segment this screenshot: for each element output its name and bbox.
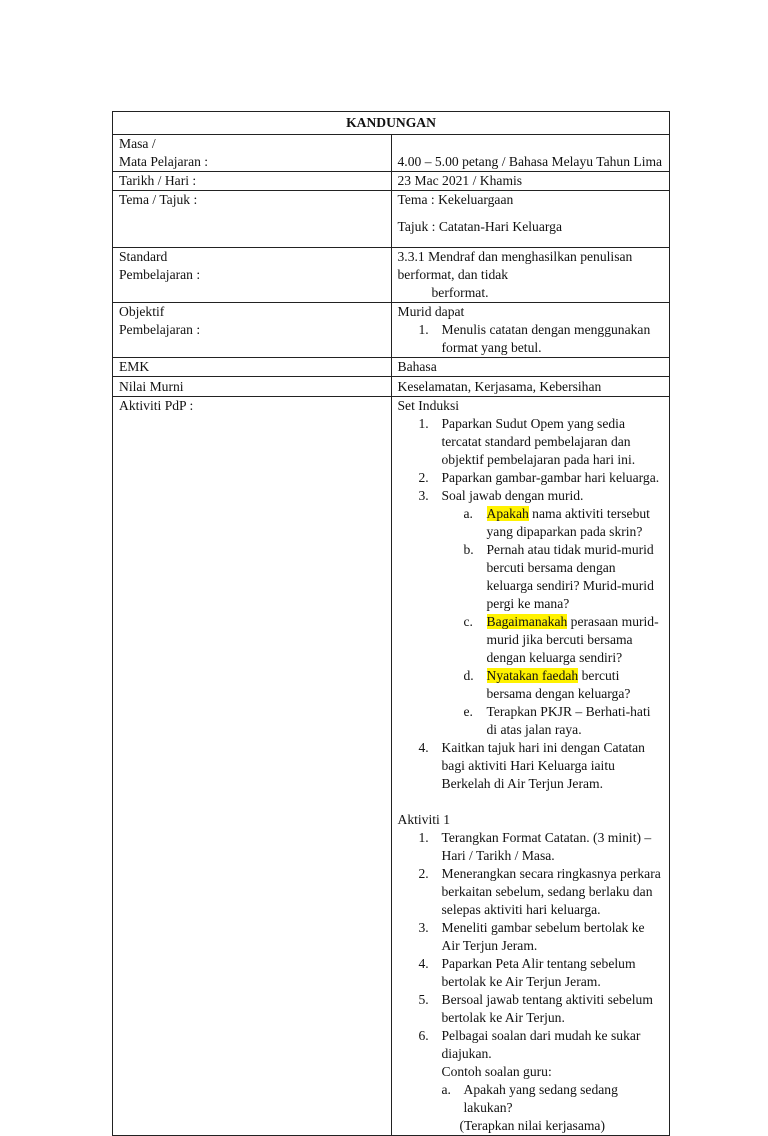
list-text: Paparkan Sudut Opem yang sedia tercatat standard pembelajaran dan objektif pembelajaran pada hari ini.	[441, 416, 636, 467]
aktiviti-1-list	[398, 829, 662, 1081]
list-text: Pelbagai soalan dari mudah ke sukar diajukan.	[441, 1028, 641, 1061]
list-text: Meneliti gambar sebelum bertolak ke Air Terjun Jeram.	[441, 920, 645, 953]
value-standard-cell	[391, 248, 670, 303]
value-tajuk: Tajuk : Catatan-Hari Keluarga	[397, 219, 562, 234]
highlighted-text: Apakah	[486, 506, 529, 521]
list-item	[398, 1027, 662, 1081]
contoh-soalan-sublist	[398, 1081, 662, 1135]
list-item	[398, 487, 662, 505]
list-text: Kaitkan tajuk hari ini dengan Catatan bagi aktiviti Hari Keluarga iaitu Berkelah di Air Terjun Jeram.	[441, 740, 645, 791]
list-item	[398, 321, 670, 357]
list-text: Menerangkan secara ringkasnya perkara berkaitan sebelum, sedang berlaku dan selepas aktiviti hari keluarga.	[441, 866, 661, 917]
aktiviti-1-heading: Aktiviti 1	[397, 812, 450, 827]
row-masa	[113, 135, 670, 172]
objektif-list	[398, 321, 670, 357]
label-emk: EMK	[113, 358, 392, 377]
label-standard-line1: Standard	[119, 249, 168, 264]
sub-list-item	[398, 613, 662, 667]
sub-list-item	[398, 541, 662, 613]
value-tarikh: 23 Mac 2021 / Khamis	[391, 172, 670, 191]
sub-list-text: Apakah yang sedang sedang lakukan?	[463, 1082, 618, 1115]
set-induksi-list-cont	[398, 739, 662, 793]
sub-list-item	[398, 505, 662, 541]
list-text: Bersoal jawab tentang aktiviti sebelum bertolak ke Air Terjun.	[441, 992, 653, 1025]
list-number: 3.	[418, 488, 429, 503]
sub-list-item	[398, 1081, 662, 1135]
list-text: Terangkan Format Catatan. (3 minit) – Hari / Tarikh / Masa.	[441, 830, 652, 863]
list-text: Soal jawab dengan murid.	[441, 488, 584, 503]
list-item	[398, 469, 662, 487]
highlighted-text: Nyatakan faedah	[486, 668, 579, 683]
objektif-intro: Murid dapat	[397, 304, 465, 319]
value-objektif-cell	[391, 303, 670, 358]
standard-number: 3.3.1	[397, 249, 425, 264]
sub-list-text: bercuti bersama dengan keluarga?	[486, 668, 631, 701]
label-tema: Tema / Tajuk :	[113, 191, 392, 248]
highlighted-text: Bagaimanakah	[486, 614, 568, 629]
list-number: 4.	[418, 956, 429, 971]
label-nilai: Nilai Murni	[113, 377, 392, 397]
value-standard-line1	[398, 248, 670, 284]
list-item	[398, 865, 662, 919]
list-item	[398, 415, 662, 469]
row-aktiviti	[113, 397, 670, 1136]
label-masa	[113, 135, 392, 172]
row-nilai	[113, 377, 670, 397]
sub-list-text: perasaan murid-murid jika bercuti bersama dengan keluarga sendiri?	[486, 614, 659, 665]
list-number: 2.	[418, 866, 429, 881]
soal-jawab-sublist	[398, 505, 662, 739]
value-standard-line2: berformat.	[431, 285, 489, 300]
sub-list-letter: d.	[463, 668, 474, 683]
set-induksi-heading: Set Induksi	[397, 398, 460, 413]
label-objektif-line1: Objektif	[119, 304, 165, 319]
list-text: Paparkan gambar-gambar hari keluarga.	[441, 470, 660, 485]
lesson-plan-table	[112, 111, 670, 1136]
table-title: KANDUNGAN	[113, 112, 670, 135]
sub-list-text: Pernah atau tidak murid-murid bercuti bersama dengan keluarga sendiri? Murid-murid pergi ke mana?	[486, 542, 654, 611]
label-standard-line2: Pembelajaran :	[119, 267, 201, 282]
list-number: 3.	[418, 920, 429, 935]
value-masa-cell	[391, 135, 670, 172]
contoh-soalan-label: Contoh soalan guru:	[441, 1064, 552, 1079]
list-number: 4.	[418, 740, 429, 755]
list-item	[398, 829, 662, 865]
row-tarikh	[113, 172, 670, 191]
set-induksi-list	[398, 415, 662, 505]
list-text: Paparkan Peta Alir tentang sebelum bertolak ke Air Terjun Jeram.	[441, 956, 636, 989]
list-item	[398, 919, 662, 955]
label-masa-line1: Masa /	[119, 136, 156, 151]
sub-list-item	[398, 667, 662, 703]
row-objektif	[113, 303, 670, 358]
value-emk: Bahasa	[391, 358, 670, 377]
sub-list-letter: a.	[463, 506, 473, 521]
value-aktiviti-cell	[391, 397, 670, 1136]
sub-list-letter: c.	[463, 614, 473, 629]
label-tarikh: Tarikh / Hari :	[113, 172, 392, 191]
sub-list-note: (Terapkan nilai kerjasama)	[459, 1118, 605, 1133]
title-row	[113, 112, 670, 135]
label-aktiviti: Aktiviti PdP :	[113, 397, 392, 1136]
value-masa: 4.00 – 5.00 petang / Bahasa Melayu Tahun Lima	[397, 154, 663, 169]
list-item	[398, 739, 662, 793]
label-masa-line2: Mata Pelajaran :	[119, 154, 209, 169]
row-standard	[113, 248, 670, 303]
label-standard	[113, 248, 392, 303]
list-number: 1.	[418, 416, 429, 431]
row-tema	[113, 191, 670, 248]
standard-text: Mendraf dan menghasilkan penulisan berformat, dan tidak	[397, 249, 633, 282]
sub-list-letter: b.	[463, 542, 474, 557]
list-number: 1.	[418, 322, 429, 337]
sub-list-letter: a.	[441, 1082, 451, 1097]
sub-list-item	[398, 703, 662, 739]
value-nilai: Keselamatan, Kerjasama, Kebersihan	[391, 377, 670, 397]
list-item	[398, 955, 662, 991]
value-tema-cell	[391, 191, 670, 248]
list-number: 6.	[418, 1028, 429, 1043]
list-item	[398, 991, 662, 1027]
list-number: 1.	[418, 830, 429, 845]
row-emk	[113, 358, 670, 377]
label-objektif	[113, 303, 392, 358]
label-objektif-line2: Pembelajaran :	[119, 322, 201, 337]
sub-list-letter: e.	[463, 704, 473, 719]
value-tema: Tema : Kekeluargaan	[397, 192, 514, 207]
list-number: 2.	[418, 470, 429, 485]
sub-list-text: nama aktiviti tersebut yang dipaparkan pada skrin?	[486, 506, 650, 539]
list-text: Menulis catatan dengan menggunakan format yang betul.	[441, 322, 651, 355]
list-number: 5.	[418, 992, 429, 1007]
sub-list-text: Terapkan PKJR – Berhati-hati di atas jalan raya.	[486, 704, 651, 737]
